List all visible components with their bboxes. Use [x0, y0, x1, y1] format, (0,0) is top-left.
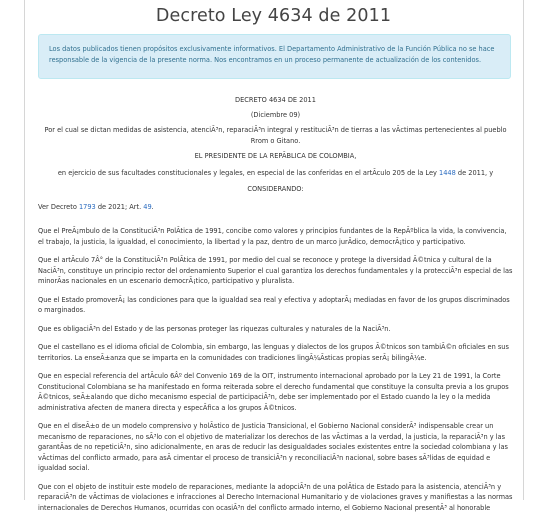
- reference-prefix: Ver Decreto: [38, 203, 79, 211]
- decree-date: (Diciembre 09): [38, 110, 513, 121]
- paragraph-article-7: Que el artÃculo 7Â° de la ConstituciÃ³n PolÃtica de 1991, por medio del cual se reconoce y protege la diversidad Ã©tnica y cultural de la NaciÃ³n, constituye un principio rector del ordenamiento Superior el cual garantiza los derechos fundamentales y la protecciÃ³n especial de las minorÃas nacionales en un escenario democrÃ¡tico, participativo y pluralista.: [38, 255, 513, 287]
- reference-suffix: .: [152, 203, 154, 211]
- reference-middle: de 2021; Art.: [96, 203, 144, 211]
- decree-1793-link[interactable]: 1793: [79, 203, 96, 211]
- page-title: Decreto Ley 4634 de 2011: [0, 6, 547, 26]
- powers-text-after: de 2011, y: [456, 169, 493, 177]
- disclaimer-notice: [38, 34, 511, 79]
- considering-heading: CONSIDERANDO:: [38, 184, 513, 195]
- decree-powers: [38, 168, 513, 179]
- decree-issuer: EL PRESIDENTE DE LA REPÃBLICA DE COLOMBIA,: [38, 151, 513, 162]
- article-49-link[interactable]: 49: [143, 203, 151, 211]
- decree-body: [38, 95, 513, 513]
- paragraph-equality: Que el Estado promoverÃ¡ las condiciones para que la igualdad sea real y efectiva y adoptarÃ¡ mediadas en favor de los grupos discriminados o marginados.: [38, 295, 513, 316]
- reference-line: [38, 202, 513, 213]
- law-1448-link[interactable]: 1448: [439, 169, 456, 177]
- paragraph-preamble: Que el PreÃ¡mbulo de la ConstituciÃ³n PolÃtica de 1991, concibe como valores y principios fundantes de la RepÃºblica la vida, la convivencia, el trabajo, la justicia, la igualdad, el conocimiento, la libertad y la paz, dentro de un marco jurÃdico, democrÃ¡tico y participativo.: [38, 226, 513, 247]
- decree-heading: DECRETO 4634 DE 2011: [38, 95, 513, 106]
- powers-text-before: en ejercicio de sus facultades constitucionales y legales, en especial de las conferidas en el artÃculo 205 de la Ley: [58, 169, 439, 177]
- disclaimer-text: Los datos publicados tienen propósitos exclusivamente informativos. El Departamento Administrativo de la Función Pública no se hace responsable de la vigencia de la presente norma. Nos encontramos en un proceso permanente de actualización de los contenidos.: [49, 45, 494, 64]
- decree-summary: Por el cual se dictan medidas de asistencia, atenciÃ³n, reparaciÃ³n integral y restituciÃ³n de tierras a las vÃctimas pertenecientes al pueblo Rrom o Gitano.: [38, 125, 513, 146]
- paragraph-transitional-justice: Que en el diseÃ±o de un modelo comprensivo y holÃstico de Justicia Transicional, el Gobierno Nacional considerÃ³ indispensable crear un mecanismo de reparaciones, no sÃ³lo con el objetivo de materializar los derechos de las vÃctimas a la verdad, la justicia, la reparaciÃ³n y las garantÃas de no repeticiÃ³n, sino adicionalmente, en aras de reducir las desigualdades sociales existentes entre la sociedad colombiana y las vÃctimas del conflicto armado, para asÃ cimentar el proceso de transiciÃ³n y reconciliaciÃ³n nacional, sobre bases sÃ³lidas de equidad e igualdad social.: [38, 421, 513, 474]
- paragraph-cultural-riches: Que es obligaciÃ³n del Estado y de las personas proteger las riquezas culturales y naturales de la NaciÃ³n.: [38, 324, 513, 335]
- paragraph-language: Que el castellano es el idioma oficial de Colombia, sin embargo, las lenguas y dialectos de los grupos Ã©tnicos son tambiÃ©n oficiales en sus territorios. La enseÃ±anza que se imparta en la comunidades con tradiciones lingÃ¼Ãsticas propias serÃ¡ bilingÃ¼e.: [38, 342, 513, 363]
- paragraph-reparations-model: Que con el objeto de instituir este modelo de reparaciones, mediante la adopciÃ³n de una polÃtica de Estado para la asistencia, atenciÃ³n y reparaciÃ³n de vÃctimas de violaciones e infracciones al Derecho Internacional Humanitario y de violaciones graves y manifiestas a las normas internacionales de Derechos Humanos, ocurridas con ocasiÃ³n del conflicto armado interno, el Gobierno Nacional presentÃ³ al honorable: [38, 482, 513, 513]
- paragraph-oit-convention: Que en especial referencia del artÃculo 6Âº del Convenio 169 de la OIT, instrumento internacional aprobado por la Ley 21 de 1991, la Corte Constitucional Colombiana se ha manifestado en forma reiterada sobre el derecho fundamental que constituye la consulta previa a los grupos Ã©tnicos, seÃ±alando que dicho mecanismo especial de participaciÃ³n, debe ser implementado por el Estado cuando la ley o la medida administrativa afecten de manera directa y especÃfica a los grupos Ã©tnicos.: [38, 371, 513, 413]
